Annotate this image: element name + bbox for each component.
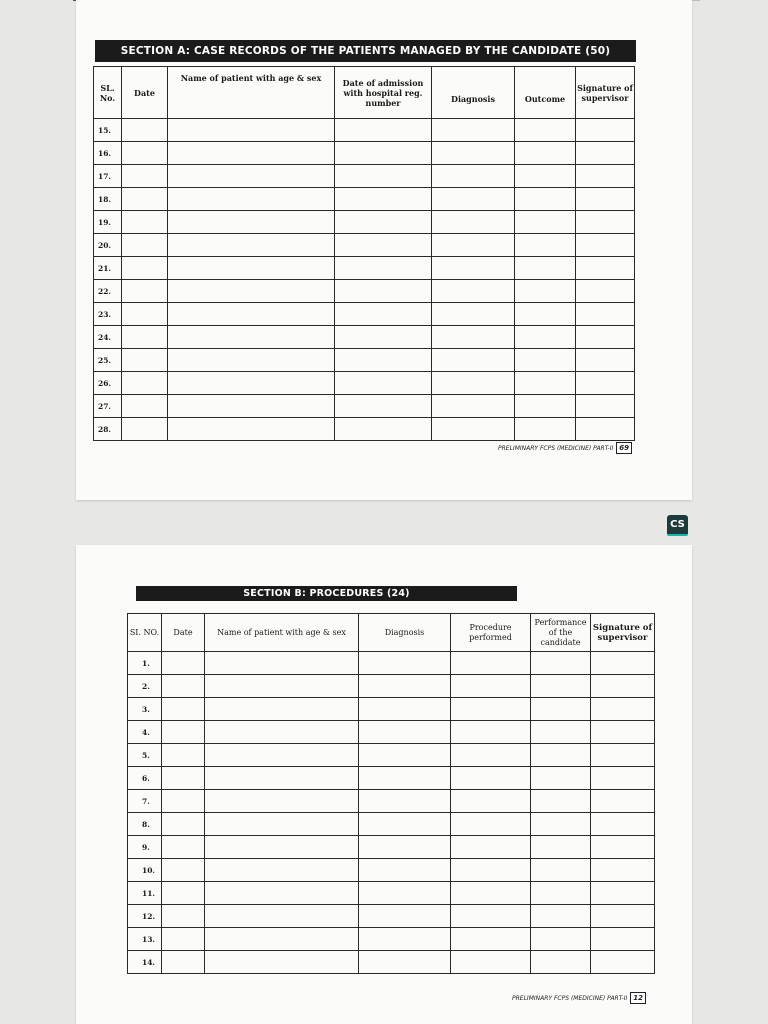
table-row — [94, 418, 635, 441]
blank-cell — [335, 418, 432, 441]
blank-cell — [122, 234, 168, 257]
blank-cell — [122, 303, 168, 326]
blank-cell — [531, 882, 591, 905]
blank-cell — [432, 326, 515, 349]
row-number: 23. — [94, 303, 122, 326]
blank-cell — [515, 303, 576, 326]
table-row — [94, 372, 635, 395]
blank-cell — [576, 326, 635, 349]
case-records-table — [93, 66, 635, 441]
blank-cell — [335, 188, 432, 211]
table-row — [128, 905, 655, 928]
blank-cell — [531, 928, 591, 951]
blank-cell — [432, 234, 515, 257]
blank-cell — [451, 836, 531, 859]
blank-cell — [122, 372, 168, 395]
blank-cell — [168, 326, 335, 349]
table-row — [128, 744, 655, 767]
blank-cell — [335, 372, 432, 395]
blank-cell — [168, 119, 335, 142]
row-number: 9. — [128, 836, 162, 859]
blank-cell — [576, 165, 635, 188]
table-row — [128, 675, 655, 698]
blank-cell — [451, 767, 531, 790]
row-number: 1. — [128, 652, 162, 675]
blank-cell — [531, 721, 591, 744]
page-number: 69 — [616, 442, 632, 454]
section-a-title: SECTION A: CASE RECORDS OF THE PATIENTS MANAGED BY THE CANDIDATE (50) — [95, 40, 636, 62]
blank-cell — [122, 188, 168, 211]
blank-cell — [515, 188, 576, 211]
blank-cell — [515, 119, 576, 142]
blank-cell — [432, 372, 515, 395]
blank-cell — [168, 303, 335, 326]
blank-cell — [205, 790, 359, 813]
row-number: 28. — [94, 418, 122, 441]
blank-cell — [162, 836, 205, 859]
blank-cell — [515, 211, 576, 234]
blank-cell — [432, 211, 515, 234]
blank-cell — [451, 882, 531, 905]
blank-cell — [335, 234, 432, 257]
blank-cell — [432, 188, 515, 211]
col-signature: Signature of supervisor — [576, 67, 635, 119]
blank-cell — [531, 652, 591, 675]
blank-cell — [335, 303, 432, 326]
blank-cell — [531, 951, 591, 974]
blank-cell — [335, 280, 432, 303]
table-header-row — [128, 614, 655, 652]
section-b-title: SECTION B: PROCEDURES (24) — [136, 586, 517, 601]
row-number: 2. — [128, 675, 162, 698]
table-row — [128, 813, 655, 836]
row-number: 26. — [94, 372, 122, 395]
row-number: 11. — [128, 882, 162, 905]
blank-cell — [531, 767, 591, 790]
blank-cell — [122, 326, 168, 349]
table-row — [94, 349, 635, 372]
blank-cell — [359, 951, 451, 974]
blank-cell — [515, 326, 576, 349]
blank-cell — [162, 744, 205, 767]
blank-cell — [359, 721, 451, 744]
blank-cell — [451, 721, 531, 744]
table-row — [94, 303, 635, 326]
table-row — [94, 119, 635, 142]
blank-cell — [168, 211, 335, 234]
col-patient-name: Name of patient with age & sex — [205, 614, 359, 652]
table-row — [128, 928, 655, 951]
footer-section-a — [498, 442, 632, 454]
blank-cell — [359, 813, 451, 836]
table-row — [128, 882, 655, 905]
row-number: 10. — [128, 859, 162, 882]
blank-cell — [591, 652, 655, 675]
blank-cell — [451, 675, 531, 698]
blank-cell — [122, 142, 168, 165]
row-number: 16. — [94, 142, 122, 165]
blank-cell — [591, 882, 655, 905]
table-row — [94, 234, 635, 257]
blank-cell — [515, 418, 576, 441]
blank-cell — [168, 234, 335, 257]
blank-cell — [162, 767, 205, 790]
blank-cell — [162, 859, 205, 882]
blank-cell — [162, 675, 205, 698]
blank-cell — [591, 859, 655, 882]
procedures-table — [127, 613, 655, 974]
page-number: 12 — [630, 992, 646, 1004]
row-number: 19. — [94, 211, 122, 234]
blank-cell — [162, 698, 205, 721]
blank-cell — [168, 280, 335, 303]
col-patient-name: Name of patient with age & sex — [168, 67, 335, 119]
row-number: 4. — [128, 721, 162, 744]
row-number: 22. — [94, 280, 122, 303]
table-row — [128, 721, 655, 744]
blank-cell — [531, 790, 591, 813]
table-row — [128, 767, 655, 790]
blank-cell — [335, 349, 432, 372]
blank-cell — [335, 142, 432, 165]
col-diagnosis: Diagnosis — [432, 67, 515, 119]
blank-cell — [531, 698, 591, 721]
blank-cell — [451, 698, 531, 721]
row-number: 25. — [94, 349, 122, 372]
blank-cell — [515, 349, 576, 372]
table-row — [94, 165, 635, 188]
blank-cell — [205, 859, 359, 882]
blank-cell — [162, 905, 205, 928]
row-number: 3. — [128, 698, 162, 721]
blank-cell — [205, 675, 359, 698]
row-number: 27. — [94, 395, 122, 418]
col-admission-date: Date of admission with hospital reg. number — [335, 67, 432, 119]
blank-cell — [576, 211, 635, 234]
col-diagnosis: Diagnosis — [359, 614, 451, 652]
footer-title: PRELIMINARY FCPS (MEDICINE) PART-II — [498, 445, 614, 452]
blank-cell — [168, 142, 335, 165]
blank-cell — [359, 652, 451, 675]
blank-cell — [515, 142, 576, 165]
table-row — [128, 698, 655, 721]
blank-cell — [432, 395, 515, 418]
blank-cell — [451, 652, 531, 675]
blank-cell — [162, 721, 205, 744]
col-outcome: Outcome — [515, 67, 576, 119]
blank-cell — [515, 165, 576, 188]
blank-cell — [591, 790, 655, 813]
blank-cell — [335, 211, 432, 234]
blank-cell — [162, 813, 205, 836]
blank-cell — [205, 698, 359, 721]
blank-cell — [515, 395, 576, 418]
blank-cell — [591, 698, 655, 721]
blank-cell — [359, 675, 451, 698]
row-number: 7. — [128, 790, 162, 813]
blank-cell — [122, 257, 168, 280]
row-number: 14. — [128, 951, 162, 974]
blank-cell — [432, 303, 515, 326]
camscanner-logo-icon: CS — [667, 515, 688, 536]
blank-cell — [205, 951, 359, 974]
blank-cell — [531, 813, 591, 836]
blank-cell — [531, 859, 591, 882]
col-date: Date — [162, 614, 205, 652]
blank-cell — [162, 790, 205, 813]
blank-cell — [168, 395, 335, 418]
blank-cell — [205, 744, 359, 767]
table-row — [94, 326, 635, 349]
blank-cell — [168, 188, 335, 211]
blank-cell — [205, 721, 359, 744]
blank-cell — [359, 928, 451, 951]
blank-cell — [451, 951, 531, 974]
table-row — [94, 188, 635, 211]
table-row — [128, 859, 655, 882]
blank-cell — [335, 326, 432, 349]
col-sl-no: SI. NO. — [128, 614, 162, 652]
col-sl-no: SL. No. — [94, 67, 122, 119]
blank-cell — [432, 165, 515, 188]
blank-cell — [359, 790, 451, 813]
blank-cell — [205, 882, 359, 905]
blank-cell — [591, 744, 655, 767]
blank-cell — [335, 119, 432, 142]
blank-cell — [591, 951, 655, 974]
blank-cell — [162, 951, 205, 974]
col-procedure: Procedure performed — [451, 614, 531, 652]
blank-cell — [432, 349, 515, 372]
blank-cell — [591, 721, 655, 744]
blank-cell — [432, 119, 515, 142]
blank-cell — [591, 813, 655, 836]
blank-cell — [359, 767, 451, 790]
blank-cell — [122, 165, 168, 188]
blank-cell — [359, 905, 451, 928]
blank-cell — [591, 675, 655, 698]
blank-cell — [359, 882, 451, 905]
col-performance: Performance of the candidate — [531, 614, 591, 652]
blank-cell — [168, 418, 335, 441]
blank-cell — [205, 905, 359, 928]
blank-cell — [591, 836, 655, 859]
blank-cell — [531, 744, 591, 767]
blank-cell — [515, 257, 576, 280]
blank-cell — [531, 675, 591, 698]
blank-cell — [451, 859, 531, 882]
blank-cell — [576, 188, 635, 211]
row-number: 8. — [128, 813, 162, 836]
blank-cell — [205, 652, 359, 675]
row-number: 18. — [94, 188, 122, 211]
blank-cell — [359, 859, 451, 882]
row-number: 13. — [128, 928, 162, 951]
blank-cell — [451, 905, 531, 928]
blank-cell — [335, 257, 432, 280]
blank-cell — [168, 372, 335, 395]
blank-cell — [591, 905, 655, 928]
col-date: Date — [122, 67, 168, 119]
blank-cell — [591, 928, 655, 951]
blank-cell — [162, 652, 205, 675]
blank-cell — [205, 767, 359, 790]
blank-cell — [451, 928, 531, 951]
table-row — [128, 790, 655, 813]
blank-cell — [335, 165, 432, 188]
blank-cell — [359, 836, 451, 859]
col-signature: Signature of supervisor — [591, 614, 655, 652]
blank-cell — [122, 119, 168, 142]
blank-cell — [576, 418, 635, 441]
blank-cell — [451, 790, 531, 813]
blank-cell — [122, 395, 168, 418]
row-number: 12. — [128, 905, 162, 928]
row-number: 6. — [128, 767, 162, 790]
table-row — [94, 211, 635, 234]
blank-cell — [576, 119, 635, 142]
blank-cell — [576, 303, 635, 326]
row-number: 20. — [94, 234, 122, 257]
blank-cell — [335, 395, 432, 418]
blank-cell — [576, 349, 635, 372]
blank-cell — [122, 418, 168, 441]
blank-cell — [515, 280, 576, 303]
table-row — [128, 836, 655, 859]
blank-cell — [531, 905, 591, 928]
blank-cell — [205, 836, 359, 859]
blank-cell — [591, 767, 655, 790]
blank-cell — [576, 395, 635, 418]
row-number: 24. — [94, 326, 122, 349]
blank-cell — [432, 257, 515, 280]
blank-cell — [576, 257, 635, 280]
table-row — [94, 395, 635, 418]
blank-cell — [515, 372, 576, 395]
blank-cell — [531, 836, 591, 859]
table-header-row — [94, 67, 635, 119]
blank-cell — [122, 349, 168, 372]
blank-cell — [168, 165, 335, 188]
blank-cell — [168, 349, 335, 372]
blank-cell — [576, 280, 635, 303]
blank-cell — [205, 813, 359, 836]
blank-cell — [205, 928, 359, 951]
blank-cell — [576, 372, 635, 395]
blank-cell — [162, 928, 205, 951]
blank-cell — [451, 813, 531, 836]
blank-cell — [122, 280, 168, 303]
row-number: 5. — [128, 744, 162, 767]
blank-cell — [359, 698, 451, 721]
blank-cell — [432, 142, 515, 165]
row-number: 21. — [94, 257, 122, 280]
footer-section-b — [512, 992, 646, 1004]
footer-title: PRELIMINARY FCPS (MEDICINE) PART-II — [512, 995, 628, 1002]
blank-cell — [162, 882, 205, 905]
table-row — [128, 951, 655, 974]
blank-cell — [432, 280, 515, 303]
table-row — [128, 652, 655, 675]
row-number: 15. — [94, 119, 122, 142]
blank-cell — [515, 234, 576, 257]
table-row — [94, 280, 635, 303]
blank-cell — [122, 211, 168, 234]
blank-cell — [168, 257, 335, 280]
blank-cell — [432, 418, 515, 441]
blank-cell — [576, 234, 635, 257]
blank-cell — [359, 744, 451, 767]
table-row — [94, 257, 635, 280]
table-row — [94, 142, 635, 165]
row-number: 17. — [94, 165, 122, 188]
blank-cell — [451, 744, 531, 767]
blank-cell — [576, 142, 635, 165]
